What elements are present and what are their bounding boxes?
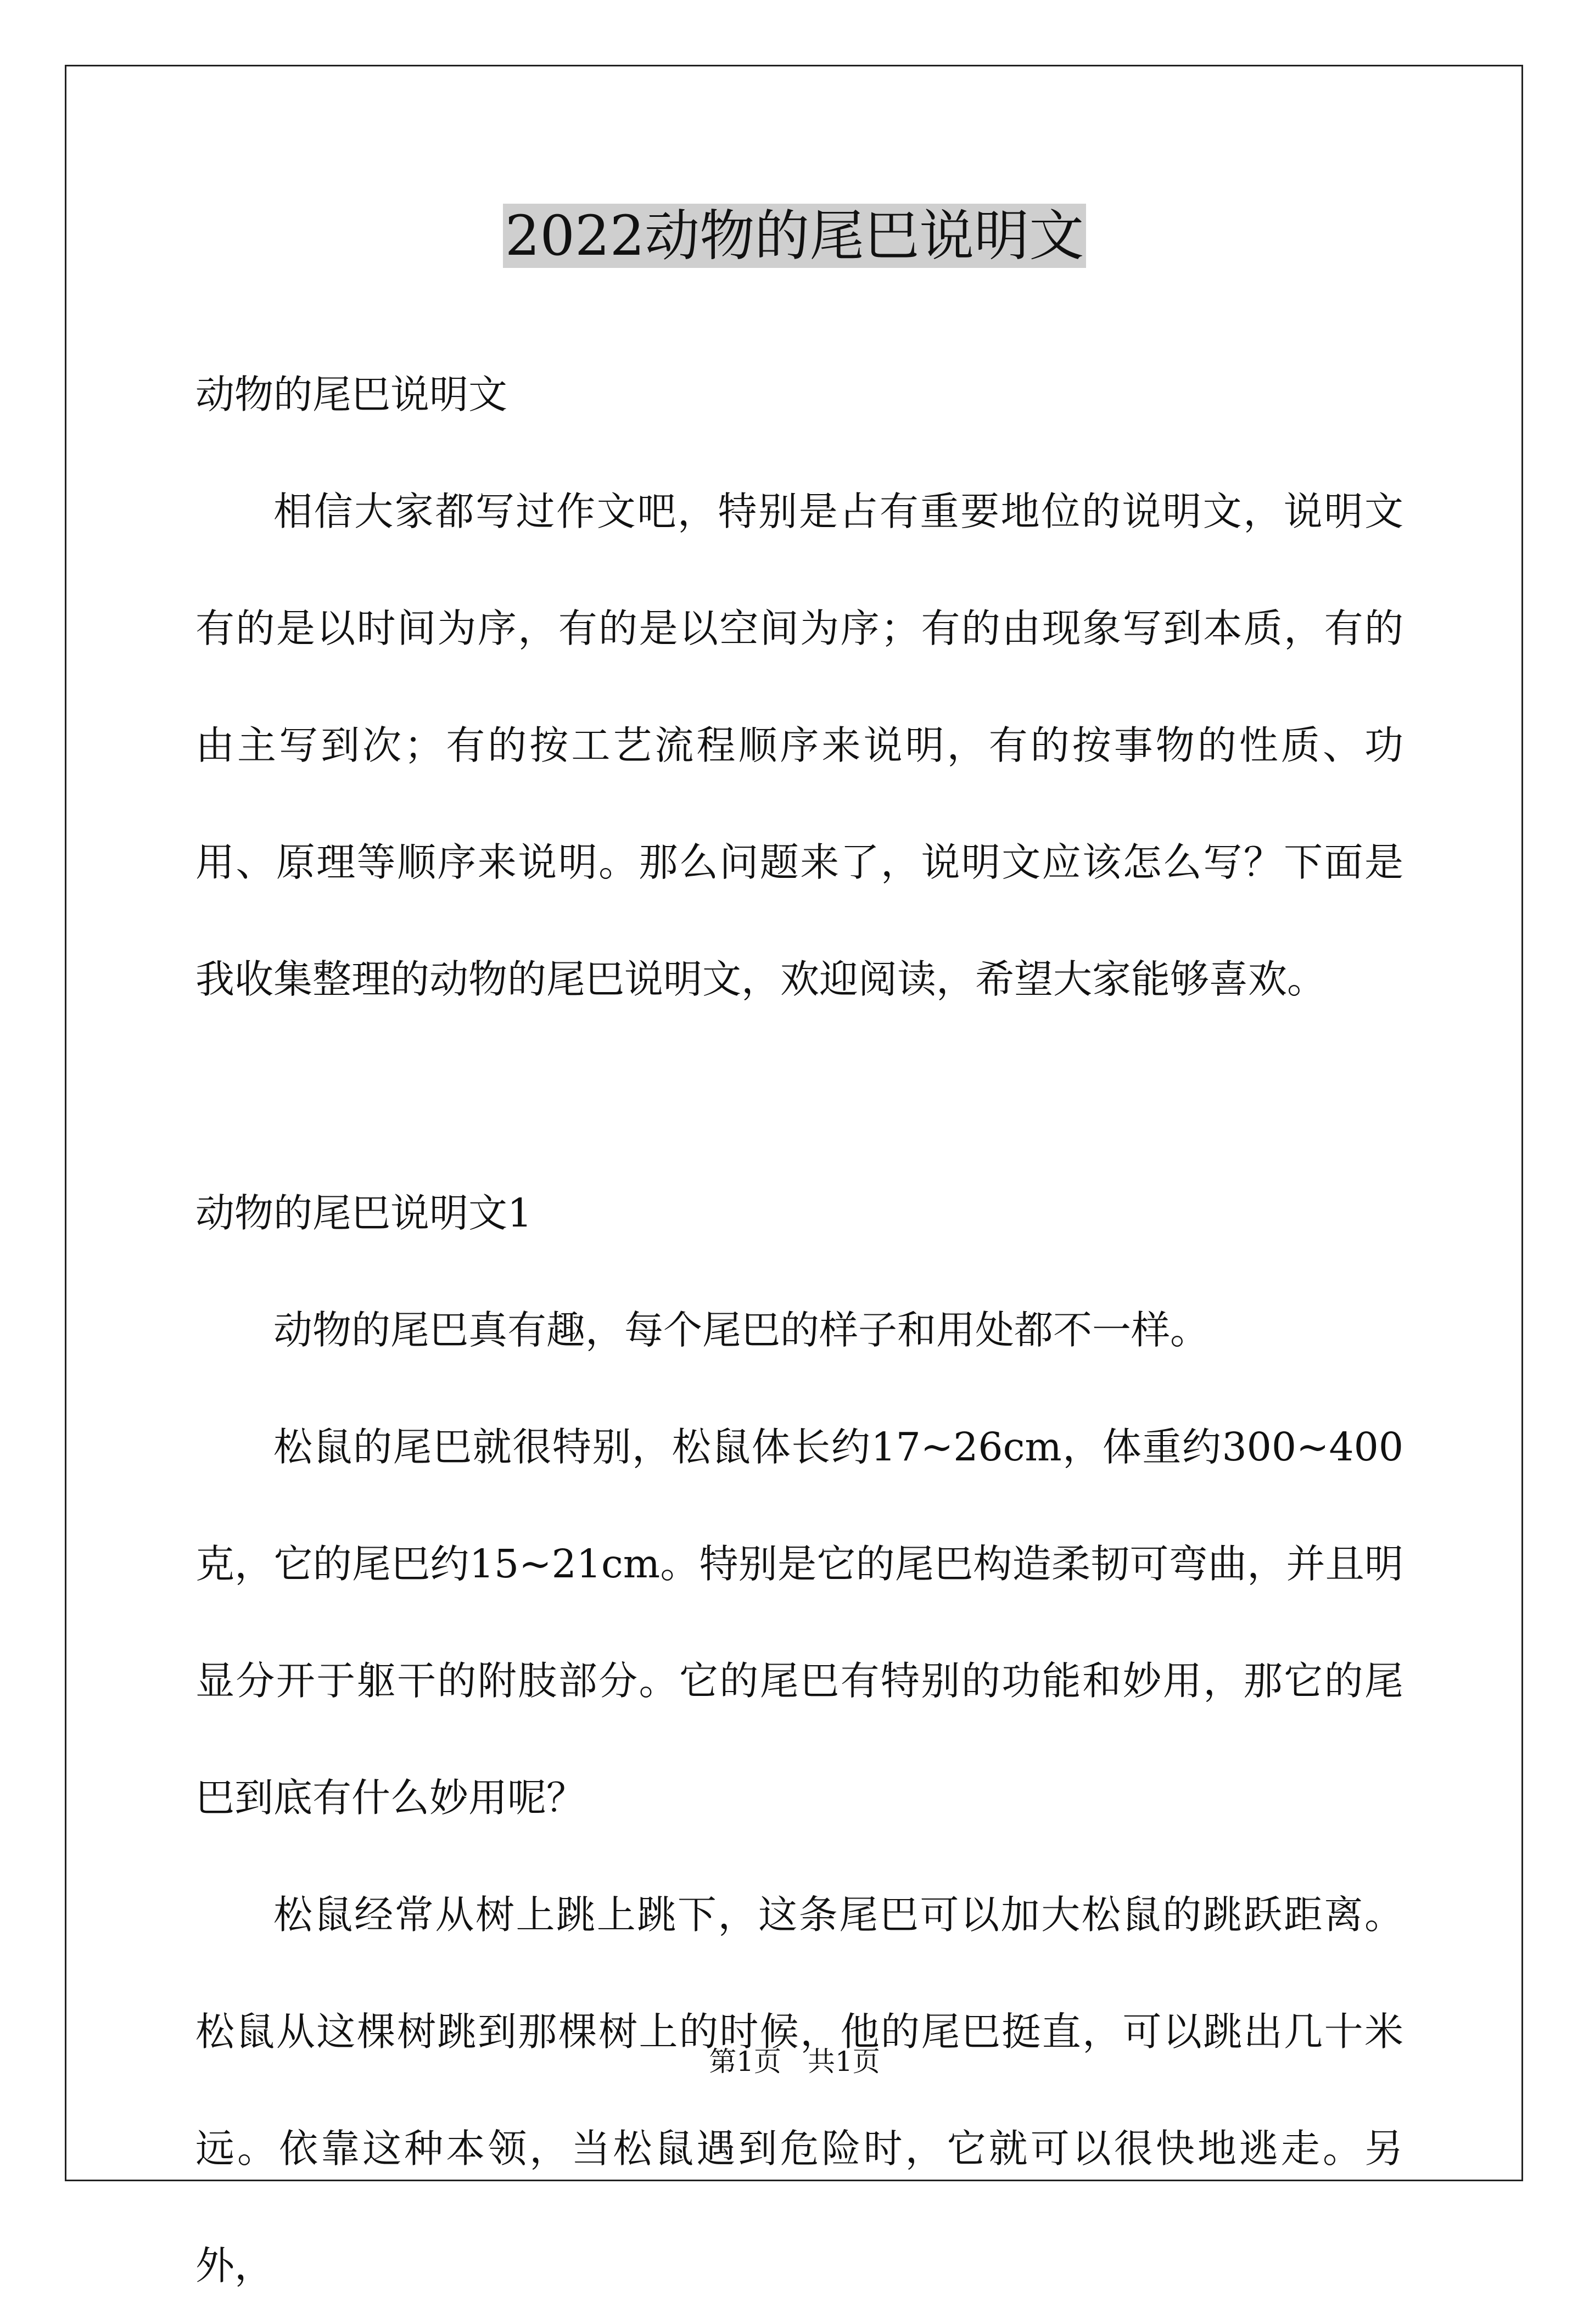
section1-paragraph-3: 松鼠经常从树上跳上跳下，这条尾巴可以加大松鼠的跳跃距离。松鼠从这棵树跳到那棵树上的时候，他的尾巴挺直，可以跳出几十米远。依靠这种本领，当松鼠遇到危险时，它就可以很快地逃走。另外， [195,1892,1403,2288]
page-number: 第1页 [709,2046,781,2077]
document-body [195,336,1403,2324]
intro-paragraph: 相信大家都写过作文吧，特别是占有重要地位的说明文，说明文有的是以时间为序，有的是以空间为序；有的由现象写到本质，有的由主写到次；有的按工艺流程顺序来说明，有的按事物的性质、功用、原理等顺序来说明。那么问题来了，说明文应该怎么写？下面是我收集整理的动物的尾巴说明文，欢迎阅读，希望大家能够喜欢。 [195,489,1403,1002]
document-title [0,198,1589,275]
page-footer [0,2042,1589,2081]
page-total: 共1页 [808,2046,880,2077]
intro-heading: 动物的尾巴说明文 [195,372,508,417]
section1-paragraph-2: 松鼠的尾巴就很特别，松鼠体长约17~26cm，体重约300~400克，它的尾巴约15~21cm。特别是它的尾巴构造柔韧可弯曲，并且明显分开于躯干的附肢部分。它的尾巴有特别的功能和妙用，那它的尾巴到底有什么妙用呢？ [195,1424,1403,1821]
section1-paragraph-1: 动物的尾巴真有趣，每个尾巴的样子和用处都不一样。 [273,1307,1210,1353]
document-title-text: 2022动物的尾巴说明文 [503,204,1087,268]
section1-heading: 动物的尾巴说明文1 [195,1190,533,1236]
section-gap [195,1038,1403,1155]
